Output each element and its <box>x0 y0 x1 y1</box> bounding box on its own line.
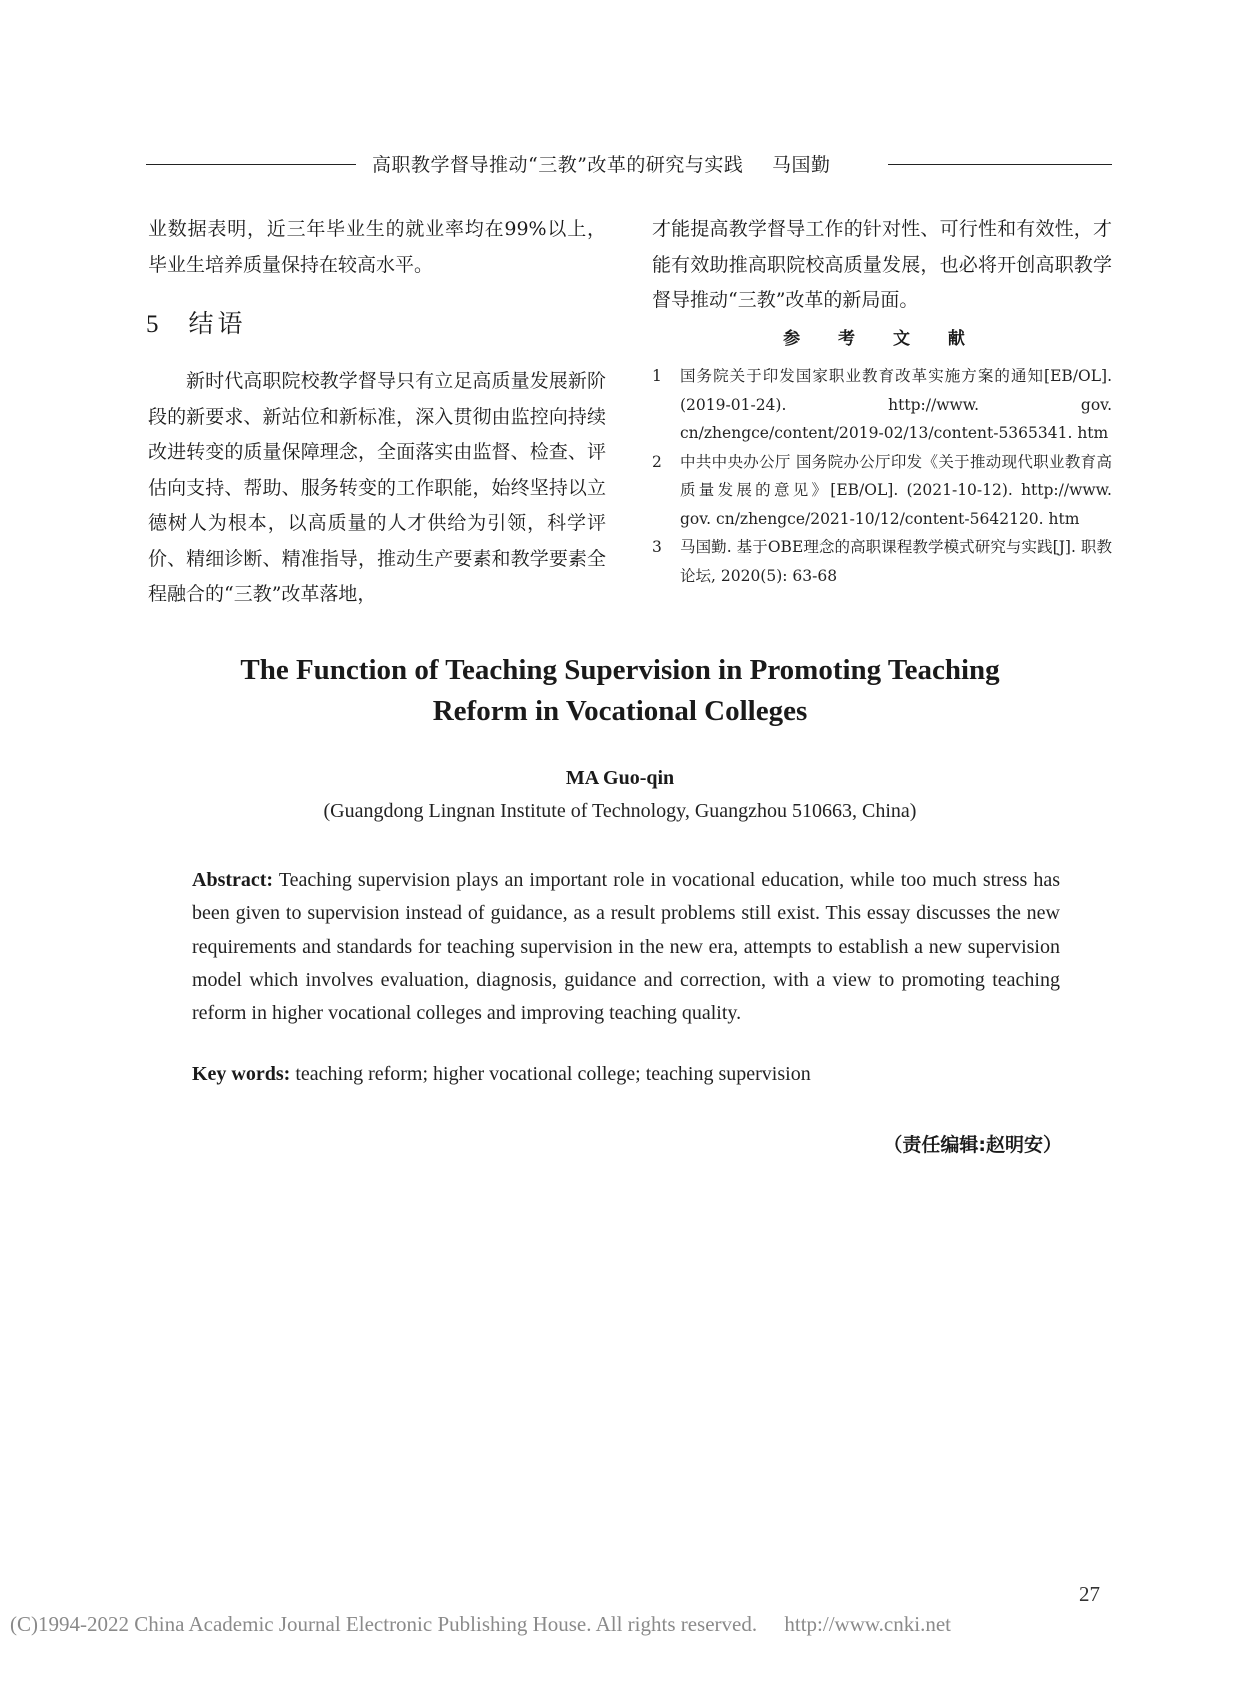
english-affiliation: (Guangdong Lingnan Institute of Technology, Guangzhou 510663, China) <box>323 800 917 822</box>
left-column <box>148 212 606 283</box>
running-header-title: 高职教学督导推动“三教”改革的研究与实践 <box>372 154 744 176</box>
copyright-text: (C)1994-2022 China Academic Journal Electronic Publishing House. All rights reserved. <box>10 1612 758 1636</box>
header-rule-left <box>146 164 356 165</box>
section-heading <box>146 304 247 340</box>
reference-item <box>652 362 1112 448</box>
page-number: 27 <box>1079 1582 1100 1606</box>
abstract-text: Teaching supervision plays an important role in vocational education, while too much stress has been given to supervision instead of guidance, as a result problems still exist. This essay discusses the new requirements and standards for teaching supervision in the new era, attempts to establish a new supervision model which involves evaluation, diagnosis, guidance and correction, with a view to promoting teaching reform in higher vocational colleges and improving teaching quality. <box>192 869 1061 1025</box>
header-rule-right <box>888 164 1112 165</box>
section-title: 结语 <box>188 309 247 338</box>
reference-text: 马国勤. 基于OBE理念的高职课程教学模式研究与实践[J]. 职教论坛, 2020(5): 63-68 <box>680 538 1112 585</box>
section-number: 5 <box>146 311 163 338</box>
continuation-paragraph: 才能提高教学督导工作的针对性、可行性和有效性，才能有效助推高职院校高质量发展，也必将开创高职教学督导推动“三教”改革的新局面。 <box>652 218 1112 311</box>
abstract-label: Abstract: <box>192 869 274 891</box>
conclusion-paragraph: 新时代高职院校教学督导只有立足高质量发展新阶段的新要求、新站位和新标准，深入贯彻由监控向持续改进转变的质量保障理念，全面落实由监督、检查、评估向支持、帮助、服务转变的工作职能，始终坚持以立德树人为根本，以高质量的人才供给为引领，科学评价、精细诊断、精准指导，推动生产要素和教学要素全程融合的“三教”改革落地， <box>148 370 606 605</box>
editor-note: （责任编辑:赵明安） <box>883 1134 1062 1156</box>
running-header-author: 马国勤 <box>771 154 831 176</box>
reference-number: 2 <box>652 452 662 471</box>
reference-item <box>652 448 1112 534</box>
reference-number: 3 <box>652 538 662 556</box>
abstract <box>192 864 1060 1030</box>
conclusion-block <box>148 364 606 613</box>
english-author: MA Guo-qin <box>565 767 675 789</box>
references-title: 参 考 文 献 <box>783 329 981 349</box>
english-title <box>150 650 1090 732</box>
footer-url: http://www.cnki.net <box>784 1612 951 1636</box>
running-header <box>372 150 872 177</box>
reference-list <box>652 362 1112 590</box>
reference-item <box>652 533 1112 590</box>
english-title-line2: Reform in Vocational Colleges <box>432 695 808 727</box>
reference-number: 1 <box>652 367 662 385</box>
right-column <box>652 212 1112 319</box>
keywords <box>192 1063 1060 1086</box>
reference-text: 国务院关于印发国家职业教育改革实施方案的通知[EB/OL]. (2019-01-24). http://www. gov. cn/zhengce/content/2019-02/13/content-5365341. htm <box>680 367 1112 442</box>
keywords-text: teaching reform; higher vocational college; teaching supervision <box>295 1063 811 1085</box>
reference-text: 中共中央办公厅 国务院办公厅印发《关于推动现代职业教育高质量发展的意见》[EB/OL]. (2021-10-12). http://www. gov. cn/zhengce/2021-10/12/content-5642120. htm <box>680 452 1112 528</box>
keywords-label: Key words: <box>192 1063 291 1085</box>
intro-paragraph: 业数据表明，近三年毕业生的就业率均在99%以上，毕业生培养质量保持在较高水平。 <box>148 218 606 276</box>
english-title-line1: The Function of Teaching Supervision in Promoting Teaching <box>240 654 1000 686</box>
copyright-footer <box>10 1612 951 1637</box>
